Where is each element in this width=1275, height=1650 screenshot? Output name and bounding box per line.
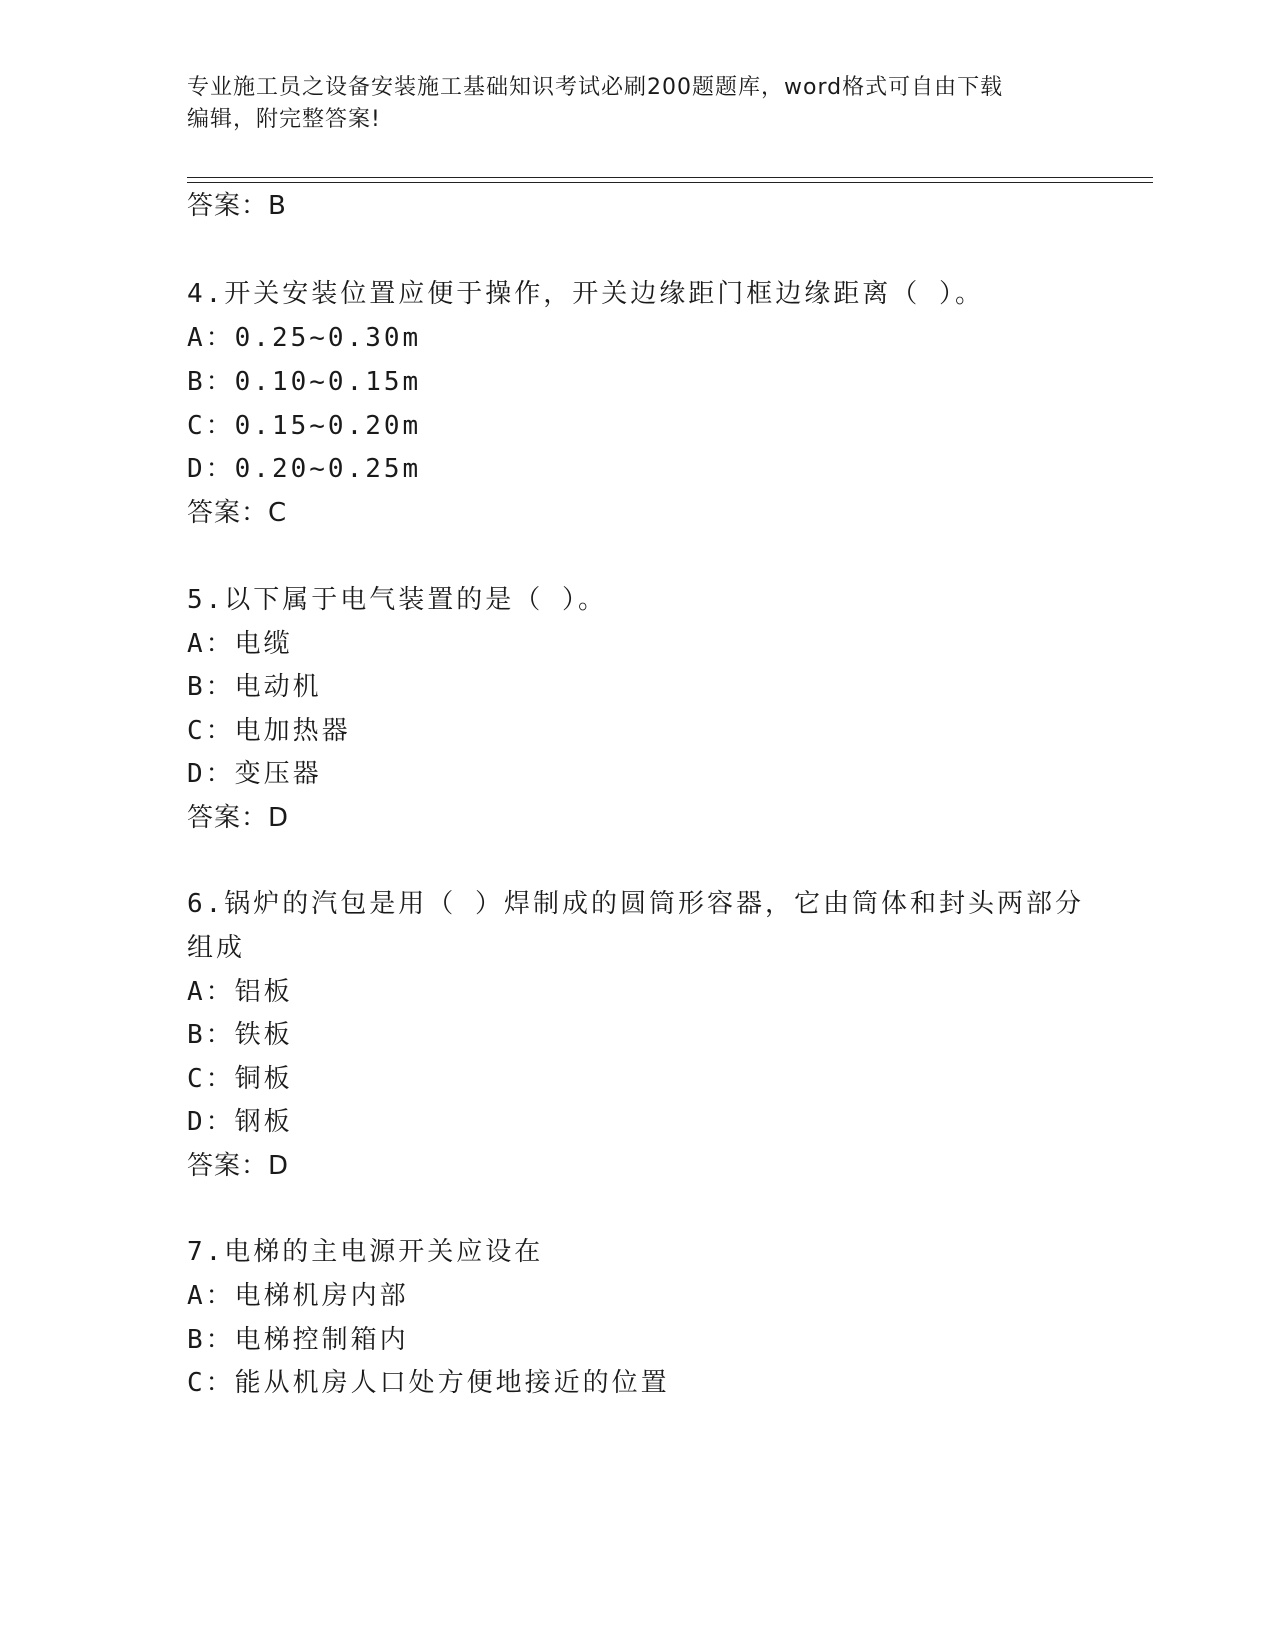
question-7-stem: 7.电梯的主电源开关应设在 [187,1237,544,1267]
header-rule-top [187,177,1153,178]
question-7-option-c: C：能从机房人口处方便地接近的位置 [187,1368,670,1398]
question-6-answer: 答案：D [187,1151,290,1181]
question-6-stem-line-2: 组成 [187,933,246,963]
question-5-option-a: A：电缆 [187,629,293,659]
question-5-answer: 答案：D [187,803,290,833]
page-header [187,72,1087,136]
question-4-option-a: A：0.25~0.30m [187,323,422,353]
question-6-option-a: A：铝板 [187,977,293,1007]
question-4-answer: 答案：C [187,498,288,528]
header-line-2: 编辑，附完整答案! [187,107,381,132]
question-6-stem-line-1: 6.锅炉的汽包是用（ ）焊制成的圆筒形容器，它由筒体和封头两部分 [187,889,1084,919]
header-line-1: 专业施工员之设备安装施工基础知识考试必刷200题题库，word格式可自由下载 [187,75,1004,100]
question-7-option-a: A：电梯机房内部 [187,1281,409,1311]
question-6-option-c: C：铜板 [187,1064,293,1094]
question-4-option-d: D：0.20~0.25m [187,454,422,484]
question-7-option-b: B：电梯控制箱内 [187,1325,409,1355]
header-rule-bottom [187,182,1153,183]
answer-prev: 答案：B [187,191,287,221]
question-5-stem: 5.以下属于电气装置的是（ ）。 [187,585,607,615]
question-4-stem: 4.开关安装位置应便于操作，开关边缘距门框边缘距离（ ）。 [187,279,984,309]
question-4-option-c: C：0.15~0.20m [187,411,422,441]
question-6-option-d: D：钢板 [187,1107,293,1137]
question-5-option-b: B：电动机 [187,672,322,702]
question-5-option-d: D：变压器 [187,759,322,789]
question-5-option-c: C：电加热器 [187,716,351,746]
question-4-option-b: B：0.10~0.15m [187,367,422,397]
question-6-option-b: B：铁板 [187,1020,293,1050]
